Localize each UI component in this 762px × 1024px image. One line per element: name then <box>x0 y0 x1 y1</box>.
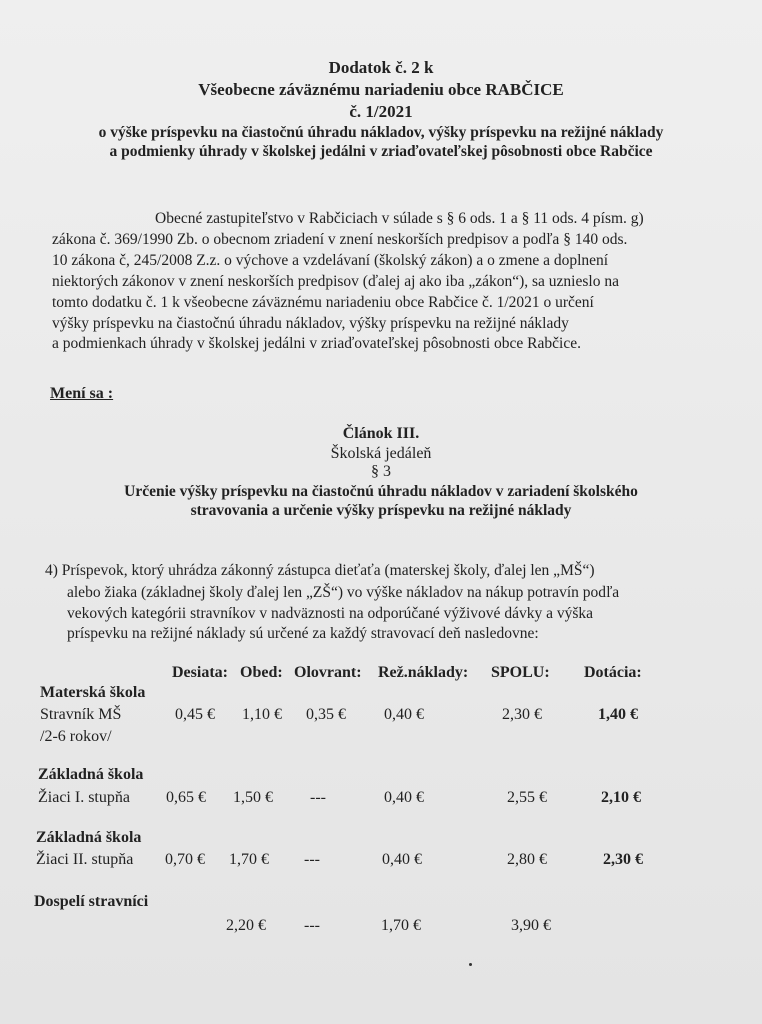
cell-olovrant: --- <box>310 789 326 806</box>
col-header-spolu: SPOLU: <box>491 664 550 681</box>
header-line2: Všeobecne záväznému nariadeniu obce RABČICE <box>198 80 564 99</box>
paragraph-line: vekových kategórii stravníkov v nadväznosti na odporúčané výživové dávky a výška <box>67 605 593 622</box>
preamble-line: a podmienkach úhrady v školskej jedálni v zriaďovateľskej pôsobnosti obce Rabčice. <box>52 335 581 352</box>
col-header-dotacia: Dotácia: <box>584 664 642 681</box>
cell-rezijne: 1,70 € <box>381 917 421 934</box>
article-heading-line2: stravovania a určenie výšky príspevku na režijné náklady <box>190 502 572 519</box>
col-header-olovrant: Olovrant: <box>294 664 362 681</box>
cell-rezijne: 0,40 € <box>384 706 424 723</box>
cell-spolu: 3,90 € <box>511 917 551 934</box>
cell-dotacia: 2,30 € <box>603 851 643 868</box>
article-heading-line1: Určenie výšky príspevku na čiastočnú úhradu nákladov v zariadení školského <box>124 483 638 500</box>
cell-dotacia: 1,40 € <box>598 706 638 723</box>
header-line4: o výške príspevku na čiastočnú úhradu nákladov, výšky príspevku na režijné náklady <box>98 124 664 141</box>
row-group-label: Dospelí stravníci <box>34 893 149 910</box>
meni-sa-heading: Mení sa : <box>50 385 114 402</box>
row-group-label: Základná škola <box>36 829 142 846</box>
cell-obed: 2,20 € <box>226 917 266 934</box>
preamble-line: niektorých zákonov v znení neskorších predpisov (ďalej aj ako iba „zákon“), sa uznieslo na <box>52 273 619 290</box>
preamble-line: 10 zákona č, 245/2008 Z.z. o výchove a vzdelávaní (školský zákon) a o zmene a doplnení <box>52 252 609 269</box>
paragraph-line: príspevku na režijné náklady sú určené za každý stravovací deň nasledovne: <box>67 625 539 642</box>
row-label: Stravník MŠ <box>40 706 122 723</box>
row-group-label: Materská škola <box>40 684 146 701</box>
cell-dotacia: 2,10 € <box>601 789 641 806</box>
cell-desiata: 0,70 € <box>165 851 205 868</box>
cell-desiata: 0,45 € <box>175 706 215 723</box>
paragraph-line: 4) Príspevok, ktorý uhrádza zákonný zástupca dieťaťa (materskej školy, ďalej len „MŠ“) <box>45 562 595 579</box>
cell-obed: 1,10 € <box>242 706 282 723</box>
cell-olovrant: --- <box>304 917 320 934</box>
col-header-obed: Obed: <box>240 664 283 681</box>
cell-olovrant: --- <box>304 851 320 868</box>
header-line5: a podmienky úhrady v školskej jedálni v zriaďovateľskej pôsobnosti obce Rabčice <box>109 143 653 160</box>
row-label: Žiaci I. stupňa <box>38 789 130 806</box>
article-subtitle: Školská jedáleň <box>330 445 432 462</box>
cell-rezijne: 0,40 € <box>382 851 422 868</box>
preamble-line: tomto dodatku č. 1 k všeobecne záväznému nariadeniu obce Rabčice č. 1/2021 o určení <box>52 294 594 311</box>
col-header-desiata: Desiata: <box>172 664 228 681</box>
preamble-line: výšky príspevku na čiastočnú úhradu nákladov, výšky príspevku na režijné náklady <box>52 315 569 332</box>
preamble-line: zákona č. 369/1990 Zb. o obecnom zriadení v znení neskorších predpisov a podľa § 140 ods. <box>52 231 628 248</box>
paragraph-line: alebo žiaka (základnej školy ďalej len „ZŠ“) vo výške nákladov na nákup potravín podľa <box>67 584 620 601</box>
header-line1: Dodatok č. 2 k <box>328 58 434 77</box>
cell-desiata: 0,65 € <box>166 789 206 806</box>
cell-spolu: 2,55 € <box>507 789 547 806</box>
ink-dot <box>469 963 472 966</box>
col-header-rezijne: Rež.náklady: <box>378 664 469 681</box>
row-label-sub: /2-6 rokov/ <box>40 728 112 745</box>
header-line3: č. 1/2021 <box>349 102 413 121</box>
cell-obed: 1,50 € <box>233 789 273 806</box>
cell-olovrant: 0,35 € <box>306 706 346 723</box>
article-section: § 3 <box>371 463 391 480</box>
row-label: Žiaci II. stupňa <box>36 851 134 868</box>
preamble-line: Obecné zastupiteľstvo v Rabčiciach v súlade s § 6 ods. 1 a § 11 ods. 4 písm. g) <box>155 210 644 227</box>
row-group-label: Základná škola <box>38 766 144 783</box>
article-title: Článok III. <box>342 425 420 442</box>
cell-rezijne: 0,40 € <box>384 789 424 806</box>
cell-spolu: 2,80 € <box>507 851 547 868</box>
cell-obed: 1,70 € <box>229 851 269 868</box>
cell-spolu: 2,30 € <box>502 706 542 723</box>
